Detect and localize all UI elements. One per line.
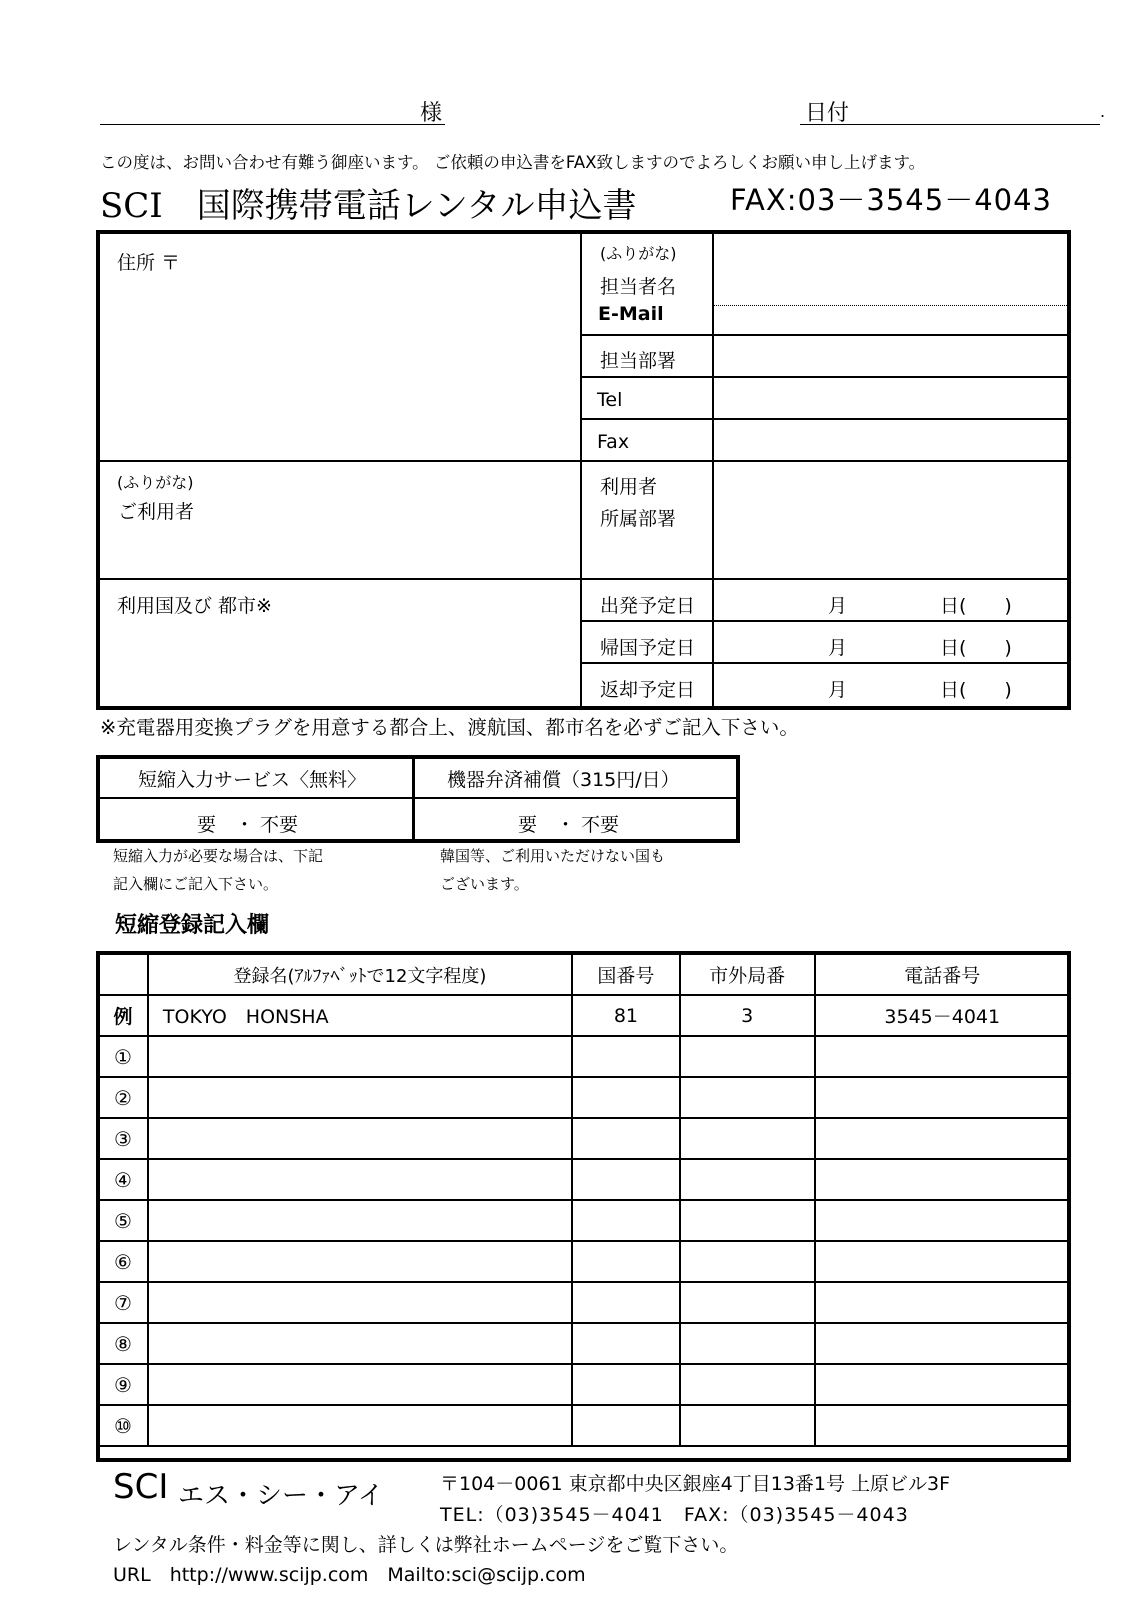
table-header-cell: 登録名(ｱﾙﾌｧﾍﾞｯﾄで12文字程度): [148, 954, 572, 995]
divider: [712, 232, 714, 708]
greeting-text: この度は、お問い合わせ有難う御座います。 ご依頼の申込書をFAX致しますのでよろしくお願い申し上げます。: [100, 153, 926, 172]
row-number: ①: [98, 1036, 148, 1077]
row-number: ⑦: [98, 1282, 148, 1323]
day-label: 日( ): [940, 595, 1012, 617]
user-dept-label: 所属部署: [600, 508, 677, 530]
compensation-need-option: 要 ・ 不要: [518, 814, 620, 836]
speed-dial-need-option: 要 ・ 不要: [197, 814, 299, 836]
user-dept-label: 利用者: [600, 476, 658, 498]
divider: [98, 578, 1069, 580]
divider: [98, 460, 1069, 462]
departure-date-label: 出発予定日: [600, 595, 696, 617]
application-form: [96, 230, 1071, 710]
speed-dial-note: 記入欄にご記入下さい。: [113, 875, 279, 893]
addressee-line: [100, 124, 445, 125]
terms-note: レンタル条件・料金等に関し、詳しくは弊社ホームページをご覧下さい。: [113, 1534, 739, 1556]
row-number: ⑩: [98, 1405, 148, 1446]
row-number: ④: [98, 1159, 148, 1200]
row-number: ⑤: [98, 1200, 148, 1241]
row-number: ⑨: [98, 1364, 148, 1405]
fax-number: FAX:03－3545－4043: [730, 183, 1053, 217]
url-line: URL http://www.scijp.com Mailto:sci@scijp.com: [113, 1564, 586, 1586]
user-furigana-label: (ふりがな): [117, 473, 194, 492]
user-label: ご利用者: [118, 501, 195, 523]
plug-note: ※充電器用変換プラグを用意する都合上、渡航国、都市名を必ずご記入下さい。: [100, 716, 799, 739]
row-number: ③: [98, 1118, 148, 1159]
company-logo-text: SCI: [113, 1467, 169, 1507]
tel-label: Tel: [597, 389, 623, 411]
speed-dial-note: 短縮入力が必要な場合は、下記: [113, 847, 324, 865]
department-label: 担当部署: [600, 350, 677, 372]
company-contact: TEL:（03)3545－4041 FAX:（03)3545－4043: [440, 1504, 909, 1526]
registry-table-frame: [96, 951, 1071, 1462]
return-country-date-label: 帰国予定日: [600, 637, 696, 659]
compensation-note: ございます。: [440, 875, 529, 893]
fax-label: Fax: [597, 431, 630, 453]
email-label: E-Mail: [598, 303, 664, 325]
sama-label: 様: [420, 101, 443, 126]
furigana-label: (ふりがな): [600, 244, 677, 263]
return-item-date-label: 返却予定日: [600, 679, 696, 701]
day-label: 日( ): [940, 679, 1012, 701]
company-address: 〒104－0061 東京都中央区銀座4丁目13番1号 上原ビル3F: [440, 1473, 951, 1495]
divider: [580, 232, 582, 708]
country-city-label: 利用国及び 都市※: [117, 595, 272, 617]
form-title: SCI 国際携帯電話レンタル申込書: [100, 186, 637, 226]
table-header-cell: 電話番号: [815, 954, 1070, 995]
date-label: 日付: [805, 101, 850, 126]
compensation-header: 機器弁済補償（315円/日）: [447, 769, 680, 791]
divider: [580, 418, 1069, 420]
month-label: 月: [828, 595, 848, 617]
example-name: TOKYO HONSHA: [148, 995, 572, 1036]
divider: [412, 757, 415, 841]
row-number: 例: [98, 995, 148, 1036]
row-number: ②: [98, 1077, 148, 1118]
registry-title: 短縮登録記入欄: [115, 913, 270, 938]
example-phone: 3545－4041: [815, 995, 1070, 1036]
table-header-cell: 市外局番: [680, 954, 815, 995]
divider: [580, 334, 1069, 336]
compensation-note: 韓国等、ご利用いただけない国も: [440, 847, 666, 865]
divider: [98, 797, 738, 799]
contact-name-label: 担当者名: [600, 276, 677, 298]
speed-dial-service-header: 短縮入力サービス〈無料〉: [138, 769, 367, 791]
company-kana: エス・シー・アイ: [178, 1481, 384, 1511]
divider: [580, 620, 1069, 622]
row-number: ⑥: [98, 1241, 148, 1282]
month-label: 月: [828, 637, 848, 659]
table-header-cell: 国番号: [572, 954, 680, 995]
divider: [580, 662, 1069, 664]
example-country-code: 81: [572, 995, 680, 1036]
month-label: 月: [828, 679, 848, 701]
row-number: ⑧: [98, 1323, 148, 1364]
example-area-code: 3: [680, 995, 815, 1036]
name-email-separator: [714, 305, 1069, 306]
date-dot: .: [1100, 102, 1106, 121]
address-label: 住所 〒: [117, 252, 181, 274]
day-label: 日( ): [940, 637, 1012, 659]
divider: [580, 376, 1069, 378]
